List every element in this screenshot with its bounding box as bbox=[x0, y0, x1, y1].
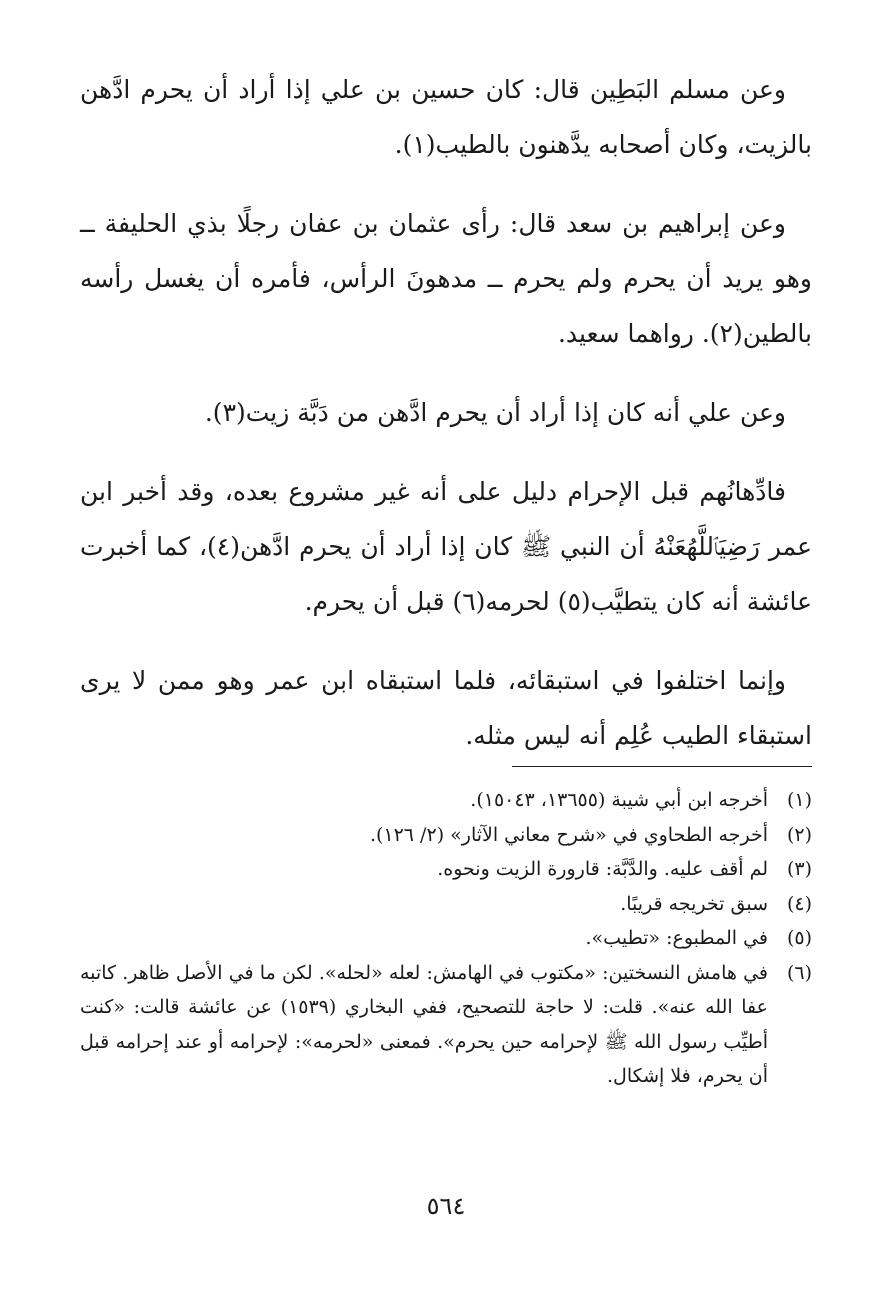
footnote-number: (٥) bbox=[786, 927, 812, 949]
footnote bbox=[80, 956, 812, 1094]
footnote bbox=[80, 921, 812, 956]
footnote-number: (٦) bbox=[786, 961, 812, 984]
page-number: ٥٦٤ bbox=[426, 1192, 466, 1220]
footnote bbox=[80, 818, 812, 853]
paragraph-text: وإنما اختلفوا في استبقائه، فلما استبقاه ابن عمر وهو ممن لا يرى استبقاء الطيب عُلِم أنه ليس مثله. bbox=[80, 666, 812, 750]
footnote-text: لم أقف عليه. والدَّبَّة: قارورة الزيت ونحوه. bbox=[437, 858, 768, 880]
paragraph-text: وعن مسلم البَطِين قال: كان حسين بن علي إذا أراد أن يحرم ادَّهن بالزيت، وكان أصحابه يدَّهنون بالطيب(١). bbox=[80, 75, 812, 159]
footnote-text: في هامش النسختين: «مكتوب في الهامش: لعله «لحله». لكن ما في الأصل ظاهر. كاتبه عفا الله عنه». قلت: لا حاجة للتصحيح، ففي البخاري (١٥٣٩) عن عائشة قالت: «كنت أطيِّب رسول الله ﷺ لإحرامه حين يحرم». فمعنى «لحرمه»: لإحرامه أو عند إحرامه قبل أن يحرم، فلا إشكال. bbox=[80, 961, 769, 1087]
paragraph bbox=[80, 385, 812, 440]
footnote-text: سبق تخريجه قريبًا. bbox=[620, 892, 768, 915]
main-text bbox=[80, 62, 812, 787]
footnote-number: (٢) bbox=[786, 823, 812, 846]
footnote-text: أخرجه الطحاوي في «شرح معاني الآثار» (٢/ ١٢٦). bbox=[369, 823, 768, 846]
paragraph-text: فادِّهانُهم قبل الإحرام دليل على أنه غير مشروع بعده، وقد أخبر ابن عمر رَضِيَٱللَّهُعَنْهُ أن النبي ﷺ كان إذا أراد أن يحرم ادَّهن(٤)، كما أخبرت عائشة أنه كان يتطيَّب(٥) لحرمه(٦) قبل أن يحرم. bbox=[80, 477, 812, 616]
paragraph bbox=[80, 62, 812, 172]
footnote bbox=[80, 887, 812, 922]
paragraph-text: وعن علي أنه كان إذا أراد أن يحرم ادَّهن من دَبَّة زيت(٣). bbox=[204, 398, 786, 427]
paragraph-text: وعن إبراهيم بن سعد قال: رأى عثمان بن عفان رجلًا بذي الحليفة ــ وهو يريد أن يحرم ولم يحرم ــ مدهونَ الرأس، فأمره أن يغسل رأسه بالطين(٢). رواهما سعيد. bbox=[80, 209, 812, 348]
footnote bbox=[80, 783, 812, 818]
footnote-number: (١) bbox=[786, 789, 812, 811]
footnotes bbox=[80, 783, 812, 1094]
footnote-text: في المطبوع: «تطيب». bbox=[585, 927, 768, 949]
paragraph bbox=[80, 464, 812, 629]
footnote-number: (٤) bbox=[786, 892, 812, 915]
footnote-number: (٣) bbox=[786, 858, 812, 880]
footnote-separator bbox=[512, 766, 812, 767]
paragraph bbox=[80, 653, 812, 763]
footnote-text: أخرجه ابن أبي شيبة (١٣٦٥٥، ١٥٠٤٣). bbox=[470, 789, 768, 811]
paragraph bbox=[80, 196, 812, 361]
footnote bbox=[80, 852, 812, 887]
